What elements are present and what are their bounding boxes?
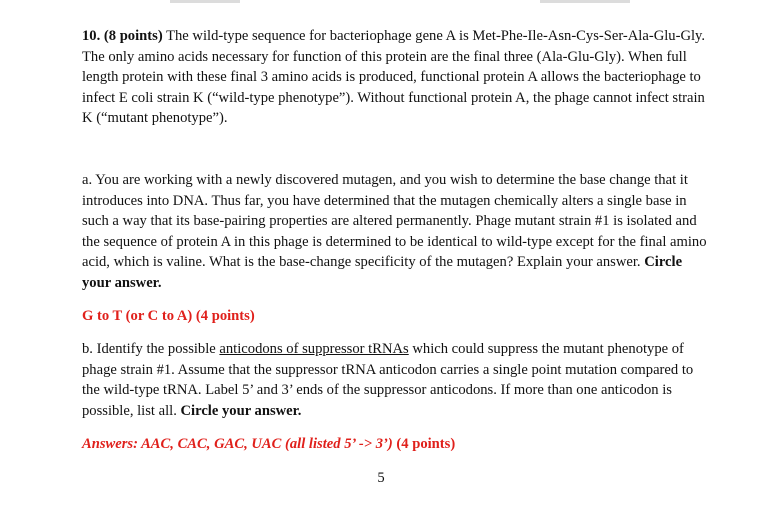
part-b-answer <box>82 434 710 455</box>
question-intro <box>82 26 710 129</box>
part-b-lead: b. Identify the possible <box>82 341 220 358</box>
document-page <box>82 26 710 454</box>
top-border <box>0 0 762 6</box>
part-b-answer-points: (4 points) <box>392 435 456 452</box>
part-b-underlined-term: anticodons of suppressor tRNAs <box>219 341 409 358</box>
part-b-question <box>82 339 710 421</box>
part-a-question <box>82 170 710 294</box>
top-border-segment <box>540 0 630 3</box>
part-b-answer-list: Answers: AAC, CAC, GAC, UAC (all listed 5’ -> 3’) <box>82 435 393 452</box>
part-b-instruction: Circle your answer. <box>180 402 302 419</box>
top-border-segment <box>170 0 240 3</box>
part-a-text: a. You are working with a newly discovered mutagen, and you wish to determine the base change that it introduces into DNA. Thus far, you have determined that the mutagen chemically alters a single base in such a way that its base-pairing properties are altered permanently. Phage mutant strain #1 is isolated and the sequence of protein A in this phage is determined to be identical to wild-type except for the final amino acid, which is valine. What is the base-change specificity of the mutagen? Explain your answer. <box>82 171 707 271</box>
part-b-text: which could suppress the mutant phenotype of phage strain #1. Assume that the suppressor tRNA anticodon carries a single point mutation compared to the wild-type tRNA. Label 5’ and 3’ ends of the suppressor anticodons. If more than one anticodon is possible, list all. <box>82 341 694 419</box>
part-a-instruction: Circle your answer. <box>82 254 683 291</box>
part-a-answer: G to T (or C to A) (4 points) <box>82 307 255 324</box>
question-number: 10. (8 points) <box>82 28 163 44</box>
question-intro-text: The wild-type sequence for bacteriophage gene A is Met-Phe-Ile-Asn-Cys-Ser-Ala-Glu-Gly. The only amino acids necessary for function of this protein are the final three (Ala-Glu-Gly). When full length protein with these final 3 amino acids is produced, functional protein A allows the bacteriophage to infect E coli strain K (“wild-type phenotype”). Without functional protein A, the phage cannot infect strain K (“mutant phenotype”). <box>82 28 706 127</box>
page-number: 5 <box>377 470 385 486</box>
